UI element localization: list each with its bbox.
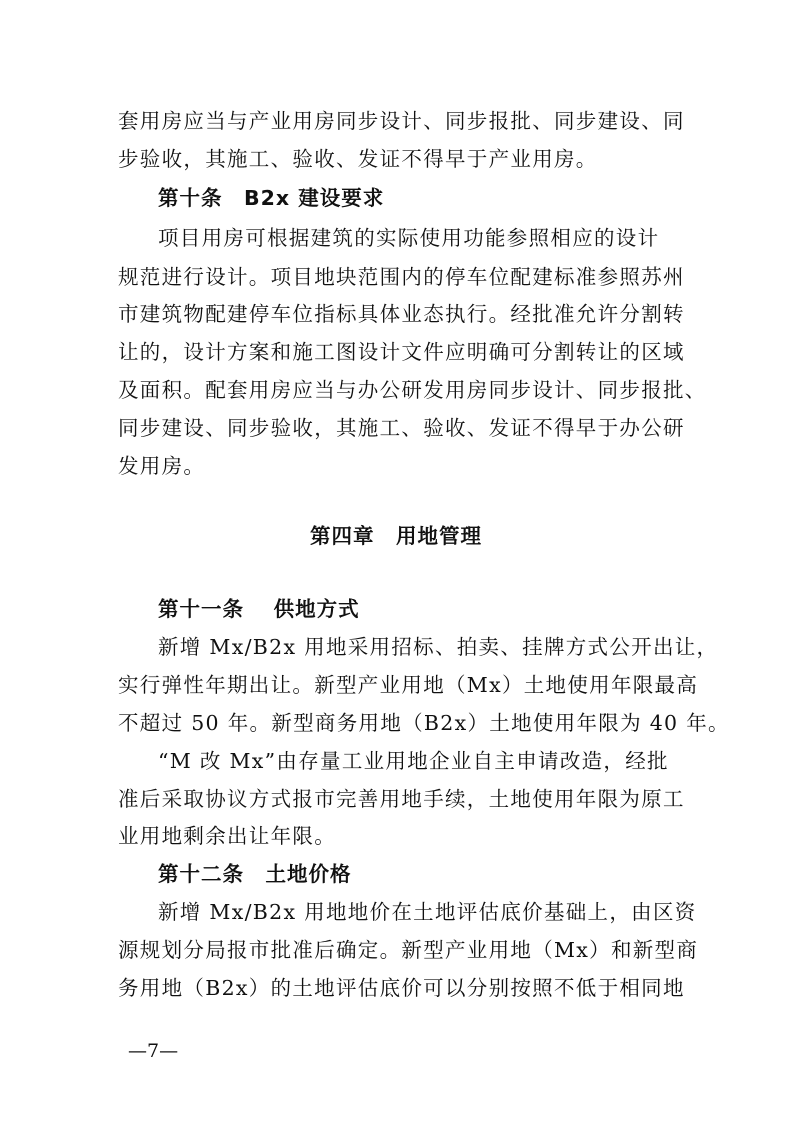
chapter-title: 第四章 用地管理 [310, 524, 482, 548]
article-heading: 第十条 B2x 建设要求 [158, 186, 385, 210]
paragraph-line: 源规划分局报市批准后确定。新型产业用地（Mx）和新型商 [118, 938, 699, 962]
article-heading: 第十二条 土地价格 [158, 862, 352, 886]
paragraph-line: 套用房应当与产业用房同步设计、同步报批、同步建设、同 [118, 109, 685, 133]
paragraph-line: 准后采取协议方式报市完善用地手续，土地使用年限为原工 [118, 787, 685, 811]
paragraph-line: 及面积。配套用房应当与办公研发用房同步设计、同步报批、 [118, 378, 707, 402]
paragraph-line: 新增 Mx/B2x 用地地价在土地评估底价基础上，由区资 [158, 900, 697, 924]
paragraph-line: 实行弹性年期出让。新型产业用地（Mx）土地使用年限最高 [118, 673, 699, 697]
page-number: —7— [128, 1040, 179, 1062]
paragraph-line: 新增 Mx/B2x 用地采用招标、拍卖、挂牌方式公开出让， [158, 635, 719, 659]
paragraph-line: 同步建设、同步验收，其施工、验收、发证不得早于办公研 [118, 416, 685, 440]
paragraph-line: 项目用房可根据建筑的实际使用功能参照相应的设计 [158, 226, 660, 250]
paragraph-line: 务用地（B2x）的土地评估底价可以分别按照不低于相同地 [118, 976, 685, 1000]
paragraph-line: “M 改 Mx”由存量工业用地企业自主申请改造，经批 [158, 749, 669, 773]
paragraph-line: 不超过 50 年。新型商务用地（B2x）土地使用年限为 40 年。 [118, 711, 730, 735]
paragraph-line: 业用地剩余出让年限。 [118, 824, 336, 848]
paragraph-line: 市建筑物配建停车位指标具体业态执行。经批准允许分割转 [118, 302, 685, 326]
paragraph-line: 发用房。 [118, 454, 206, 478]
article-heading: 第十一条 供地方式 [158, 597, 360, 621]
paragraph-line: 规范进行设计。项目地块范围内的停车位配建标准参照苏州 [118, 265, 685, 289]
paragraph-line: 步验收，其施工、验收、发证不得早于产业用房。 [118, 147, 598, 171]
paragraph-line: 让的，设计方案和施工图设计文件应明确可分割转让的区域 [118, 340, 685, 364]
